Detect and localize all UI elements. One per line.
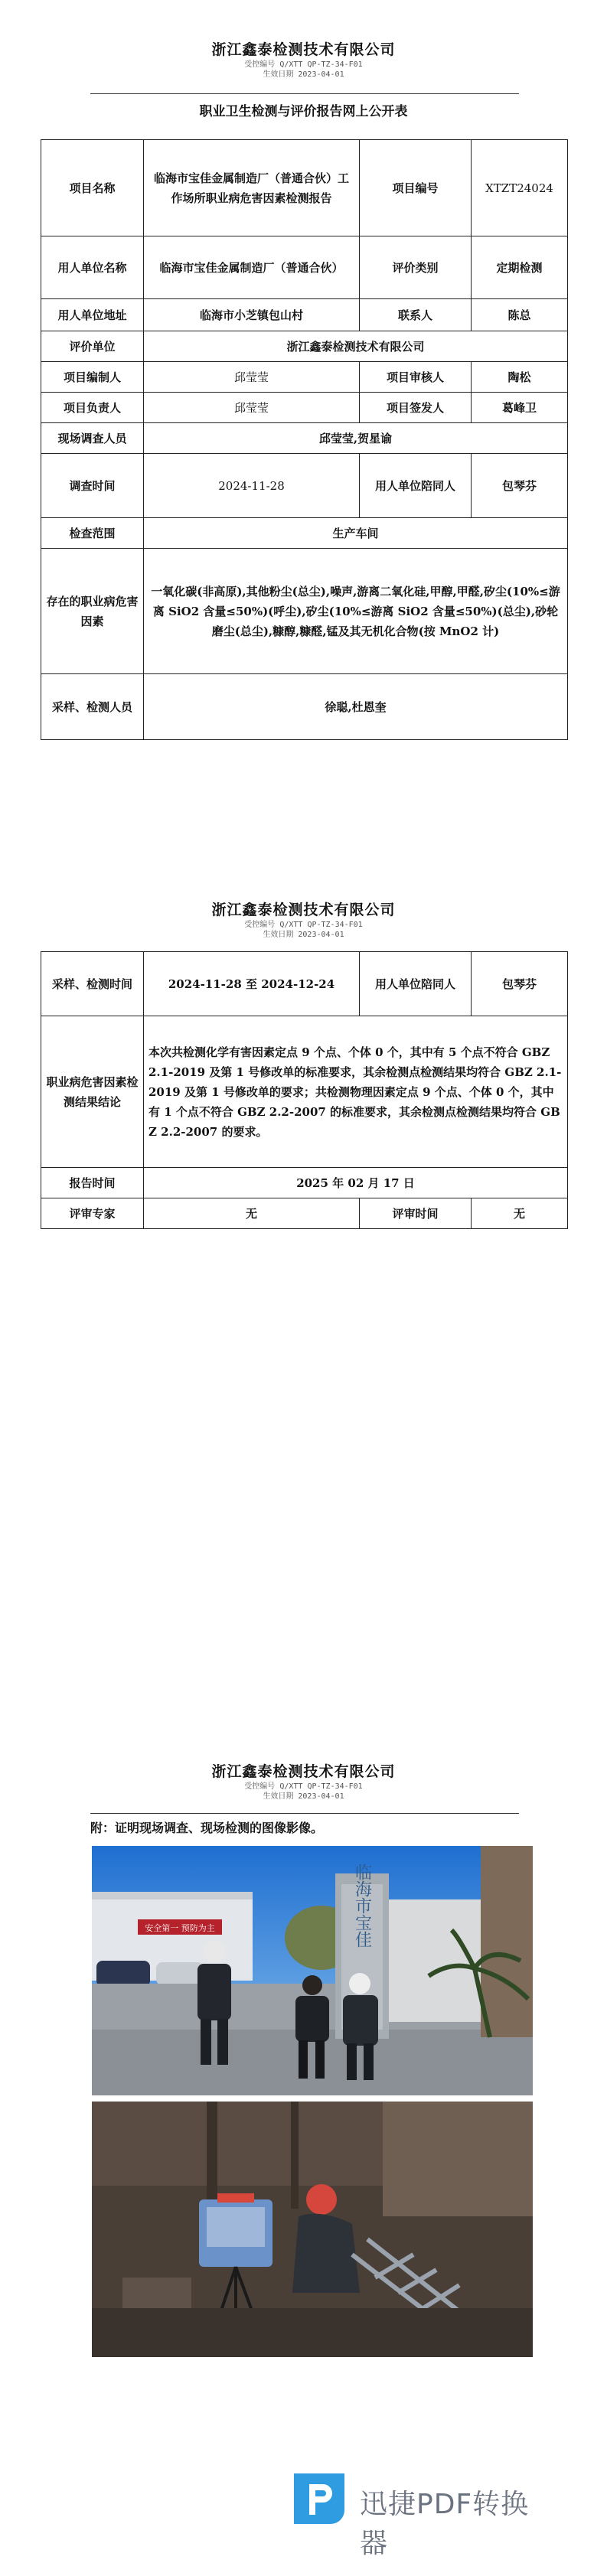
- label-compiler: 项目编制人: [41, 362, 144, 393]
- results-table: [41, 951, 568, 1229]
- company-name: 浙江鑫泰检测技术有限公司: [211, 41, 396, 58]
- effective-date: 生效日期 2023-04-01: [263, 931, 344, 939]
- value-escort: 包琴芬: [472, 454, 568, 518]
- label-issuer: 项目签发人: [360, 393, 472, 423]
- value-employer: 临海市宝佳金属制造厂（普通合伙）: [144, 236, 360, 299]
- value-project-no: XTZT24024: [472, 140, 568, 236]
- table-row: [41, 454, 568, 518]
- table-row: [41, 362, 568, 393]
- value-conclusion: 本次共检测化学有害因素定点 9 个点、个体 0 个，其中有 5 个点不符合 GBZ 2.1-2019 及第 1 号修改单的标准要求，其余检测点检测结果均符合 GBZ 2.1-2019 及第 1 号修改单的要求；共检测物理因素定点 9 个点、个体 0 个，其中有 1 个点不符合 GBZ 2.2-2007 的标准要求，其余检测点检测结果均符合 GBZ 2.2-2007 的要求。: [144, 1016, 568, 1168]
- table-row: [41, 674, 568, 740]
- document-title: 职业卫生检测与评价报告网上公开表: [199, 104, 408, 119]
- table-row: [41, 140, 568, 236]
- label-reviewer: 项目审核人: [360, 362, 472, 393]
- value-address: 临海市小芝镇包山村: [144, 299, 360, 331]
- label-review-expert: 评审专家: [41, 1198, 144, 1229]
- value-project-name: 临海市宝佳金属制造厂（普通合伙）工作场所职业病危害因素检测报告: [144, 140, 360, 236]
- value-sampling-staff: 徐聪,杜恩奎: [144, 674, 568, 740]
- table-row: [41, 331, 568, 362]
- page3-header: [0, 1762, 607, 1802]
- logo-text: 迅捷PDF转换器: [360, 2489, 530, 2559]
- effective-date: 生效日期 2023-04-01: [263, 70, 344, 79]
- value-issuer: 葛峰卫: [472, 393, 568, 423]
- table-row: [41, 518, 568, 549]
- value-compiler: 邱莹莹: [144, 362, 360, 393]
- table-row: [41, 393, 568, 423]
- value-sampling-time: 2024-11-28 至 2024-12-24: [144, 952, 360, 1016]
- company-name: 浙江鑫泰检测技术有限公司: [211, 1763, 396, 1780]
- table-row: [41, 1198, 568, 1229]
- value-survey-time: 2024-11-28: [144, 454, 360, 518]
- label-project-lead: 项目负责人: [41, 393, 144, 423]
- value-inspection-scope: 生产车间: [144, 518, 568, 549]
- label-address: 用人单位地址: [41, 299, 144, 331]
- report-info-table: [41, 139, 568, 740]
- page1-header: [0, 40, 607, 80]
- attachment-note: 附：证明现场调查、现场检测的图像影像。: [90, 1821, 324, 1835]
- label-eval-unit: 评价单位: [41, 331, 144, 362]
- table-row: [41, 549, 568, 674]
- value-eval-unit: 浙江鑫泰检测技术有限公司: [144, 331, 568, 362]
- label-eval-category: 评价类别: [360, 236, 472, 299]
- label-project-no: 项目编号: [360, 140, 472, 236]
- value-hazard-factors: 一氧化碳(非高原),其他粉尘(总尘),噪声,游离二氧化硅,甲醇,甲醛,矽尘(10%≤游离 SiO2 含量≤50%)(呼尘),矽尘(10%≤游离 SiO2 含量≤50%)(总尘),砂轮磨尘(总尘),糠醇,糠醛,锰及其无机化合物(按 MnO2 计): [144, 549, 568, 674]
- value-project-lead: 邱莹莹: [144, 393, 360, 423]
- control-number: 受控编号 Q/XTT QP-TZ-34-F01: [244, 921, 363, 929]
- header-divider: [90, 93, 519, 94]
- label-conclusion: 职业病危害因素检测结果结论: [41, 1016, 144, 1168]
- pdf-converter-logo: [289, 2466, 557, 2559]
- label-project-name: 项目名称: [41, 140, 144, 236]
- value-contact: 陈总: [472, 299, 568, 331]
- village-sign-text: 临海市宝佳: [352, 1864, 372, 1948]
- label-report-time: 报告时间: [41, 1168, 144, 1198]
- value-reviewer: 陶松: [472, 362, 568, 393]
- company-name: 浙江鑫泰检测技术有限公司: [211, 902, 396, 918]
- label-escort: 用人单位陪同人: [360, 454, 472, 518]
- value-review-expert: 无: [144, 1198, 360, 1229]
- label-sampling-staff: 采样、检测人员: [41, 674, 144, 740]
- label-hazard-factors: 存在的职业病危害因素: [41, 549, 144, 674]
- on-site-detection-photo: [92, 2102, 533, 2357]
- table-row: [41, 1168, 568, 1198]
- site-survey-photo: [92, 1846, 533, 2095]
- label-survey-staff: 现场调查人员: [41, 423, 144, 454]
- label-contact: 联系人: [360, 299, 472, 331]
- value-eval-category: 定期检测: [472, 236, 568, 299]
- table-row: [41, 1016, 568, 1168]
- on-site-detection-photo-image: [92, 2102, 533, 2357]
- value-survey-staff: 邱莹莹,贺星谕: [144, 423, 568, 454]
- value-report-time: 2025 年 02 月 17 日: [144, 1168, 568, 1198]
- label-employer: 用人单位名称: [41, 236, 144, 299]
- table-row: [41, 423, 568, 454]
- table-row: [41, 952, 568, 1016]
- effective-date: 生效日期 2023-04-01: [263, 1792, 344, 1801]
- factory-banner-text: 安全第一 预防为主: [145, 1923, 215, 1933]
- control-number: 受控编号 Q/XTT QP-TZ-34-F01: [244, 1782, 363, 1791]
- table-row: [41, 299, 568, 331]
- label-sampling-time: 采样、检测时间: [41, 952, 144, 1016]
- site-survey-photo-image: [92, 1846, 533, 2095]
- page2-header: [0, 900, 607, 940]
- label-review-time: 评审时间: [360, 1198, 472, 1229]
- label-inspection-scope: 检查范围: [41, 518, 144, 549]
- label-survey-time: 调查时间: [41, 454, 144, 518]
- value-review-time: 无: [472, 1198, 568, 1229]
- control-number: 受控编号 Q/XTT QP-TZ-34-F01: [244, 60, 363, 69]
- table-row: [41, 236, 568, 299]
- label-escort: 用人单位陪同人: [360, 952, 472, 1016]
- header-divider: [90, 1813, 519, 1814]
- pdf-converter-logo-icon: [289, 2469, 349, 2529]
- value-escort: 包琴芬: [472, 952, 568, 1016]
